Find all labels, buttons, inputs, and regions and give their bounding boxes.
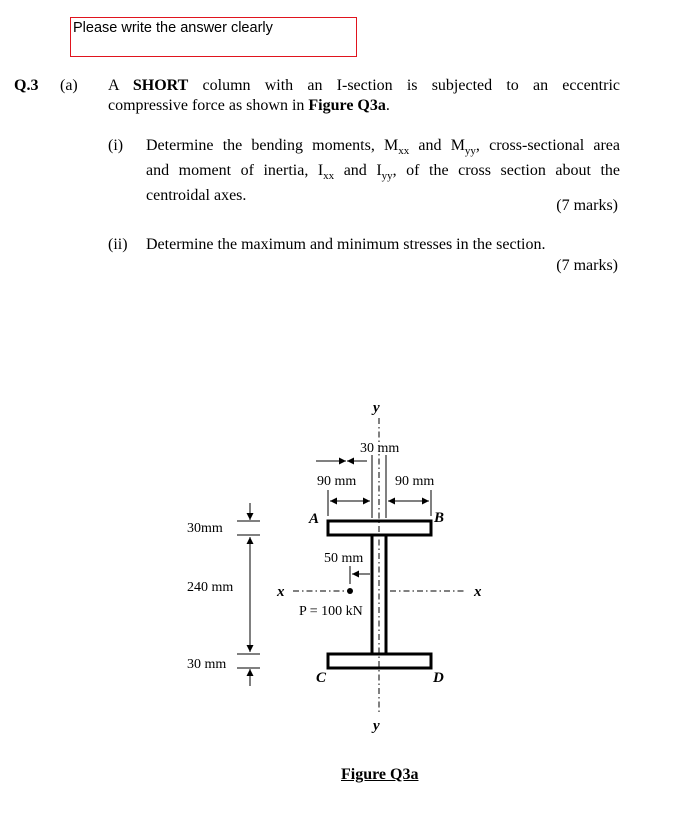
top-flange-label: 30mm	[187, 521, 223, 536]
sub-ii-label: (ii)	[108, 236, 128, 253]
load-point	[347, 588, 353, 594]
axis-x-right: x	[474, 584, 482, 600]
flange-right-label: 90 mm	[395, 474, 435, 489]
bottom-flange-label: 30 mm	[187, 657, 227, 672]
axis-y-top: y	[373, 400, 380, 416]
question-part: (a)	[60, 77, 78, 94]
sub-i-marks: (7 marks)	[556, 197, 618, 214]
load-label: P = 100 kN	[299, 604, 363, 619]
answer-note-text: Please write the answer clearly	[73, 20, 273, 36]
web-height-label: 240 mm	[187, 580, 234, 595]
flange-left-label: 90 mm	[317, 474, 357, 489]
question-number: Q.3	[14, 77, 39, 94]
web-thickness-label: 30 mm	[360, 441, 400, 456]
eccentricity-label: 50 mm	[324, 551, 364, 566]
corner-b: B	[434, 510, 445, 526]
figure-caption: Figure Q3a	[341, 766, 419, 783]
sub-i-label: (i)	[108, 137, 124, 154]
axis-y-bottom: y	[373, 718, 380, 734]
height-dimensions	[237, 503, 260, 686]
corner-c: C	[316, 670, 327, 686]
sub-ii-text: Determine the maximum and minimum stresses in the section.	[146, 236, 546, 253]
question-intro: A SHORT column with an I-section is subjected to an eccentric compressive force as shown in Figure Q3a.	[108, 77, 620, 114]
axis-x-left: x	[277, 584, 285, 600]
sub-ii-marks: (7 marks)	[556, 257, 618, 274]
corner-a: A	[309, 511, 320, 527]
eccentricity-dimension	[350, 566, 370, 584]
sub-i-text: Determine the bending moments, $M_{xx}$ and $M_{yy}$, cross-sectional area and moment of inertia, $I_{xx}$ and $I_{yy}$, of the cross section about the centroidal axes.	[146, 137, 620, 205]
corner-d: D	[433, 670, 444, 686]
